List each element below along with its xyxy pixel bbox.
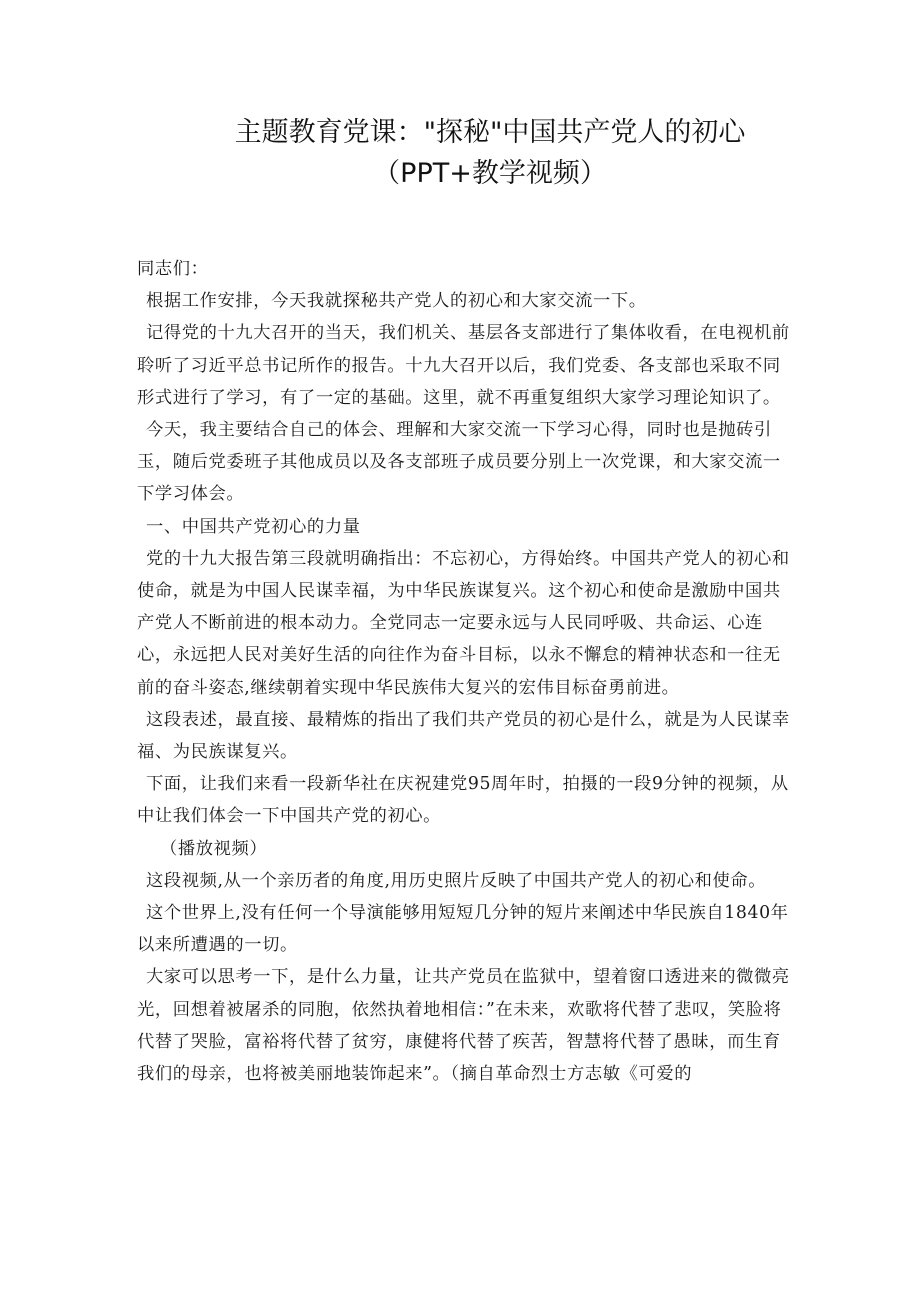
paragraph: 大家可以思考一下，是什么力量，让共产党员在监狱中，望着窗口透进来的微微亮光，回想着被屠杀的同胞，依然执着地相信：”在未来，欢歌将代替了悲叹，笑脸将代替了哭脸，富裕将代替了贫穷，康健将代替了疾苦，智慧将代替了愚昧，而生育我们的母亲，也将被美丽地装饰起来”。（摘自革命烈士方志敏《可爱的: [137, 967, 790, 1085]
paragraph: 今天，我主要结合自己的体会、理解和大家交流一下学习心得，同时也是抛砖引玉，随后党委班子其他成员以及各支部班子成员要分别上一次党课，和大家交流一下学习体会。: [137, 420, 781, 505]
section-heading: 一、中国共产党初心的力量: [146, 516, 361, 537]
paragraph: 这段视频,从一个亲历者的角度,用历史照片反映了中国共产党人的初心和使命。: [146, 870, 767, 891]
paragraph: 这段表述，最直接、最精炼的指出了我们共产党员的初心是什么，就是为人民谋幸福、为民族谋复兴。: [137, 709, 790, 763]
paragraph: 根据工作安排，今天我就探秘共产党人的初心和大家交流一下。: [146, 291, 647, 312]
stage-direction: （播放视频）: [160, 838, 268, 859]
paragraph: 党的十九大报告第三段就明确指出：不忘初心，方得始终。中国共产党人的初心和使命，就是为中国人民谋幸福，为中华民族谋复兴。这个初心和使命是激励中国共产党人不断前进的根本动力。全党同志一定要永远与人民同呼吸、共命运、心连心，永远把人民对美好生活的向往作为奋斗目标，以永不懈怠的精神状态和一往无前的奋斗姿态,继续朝着实现中华民族伟大复兴的宏伟目标奋勇前进。: [137, 548, 790, 698]
document-title: 主题教育党课："探秘"中国共产党人的初心（PPT+教学视频）: [234, 117, 746, 189]
paragraph: 这个世界上,没有任何一个导演能够用短短几分钟的短片来阐述中华民族自1840年以来所遭遇的一切。: [137, 903, 789, 956]
paragraph: 记得党的十九大召开的当天，我们机关、基层各支部进行了集体收看，在电视机前聆听了习近平总书记所作的报告。十九大召开以后，我们党委、各支部也采取不同形式进行了学习，有了一定的基础。这里，就不再重复组织大家学习理论知识了。: [137, 323, 790, 408]
salutation: 同志们：: [137, 259, 209, 279]
document-body: [137, 253, 792, 1090]
paragraph: 下面，让我们来看一段新华社在庆祝建党95周年时，拍摄的一段9分钟的视频，从中让我们体会一下中国共产党的初心。: [137, 774, 789, 827]
